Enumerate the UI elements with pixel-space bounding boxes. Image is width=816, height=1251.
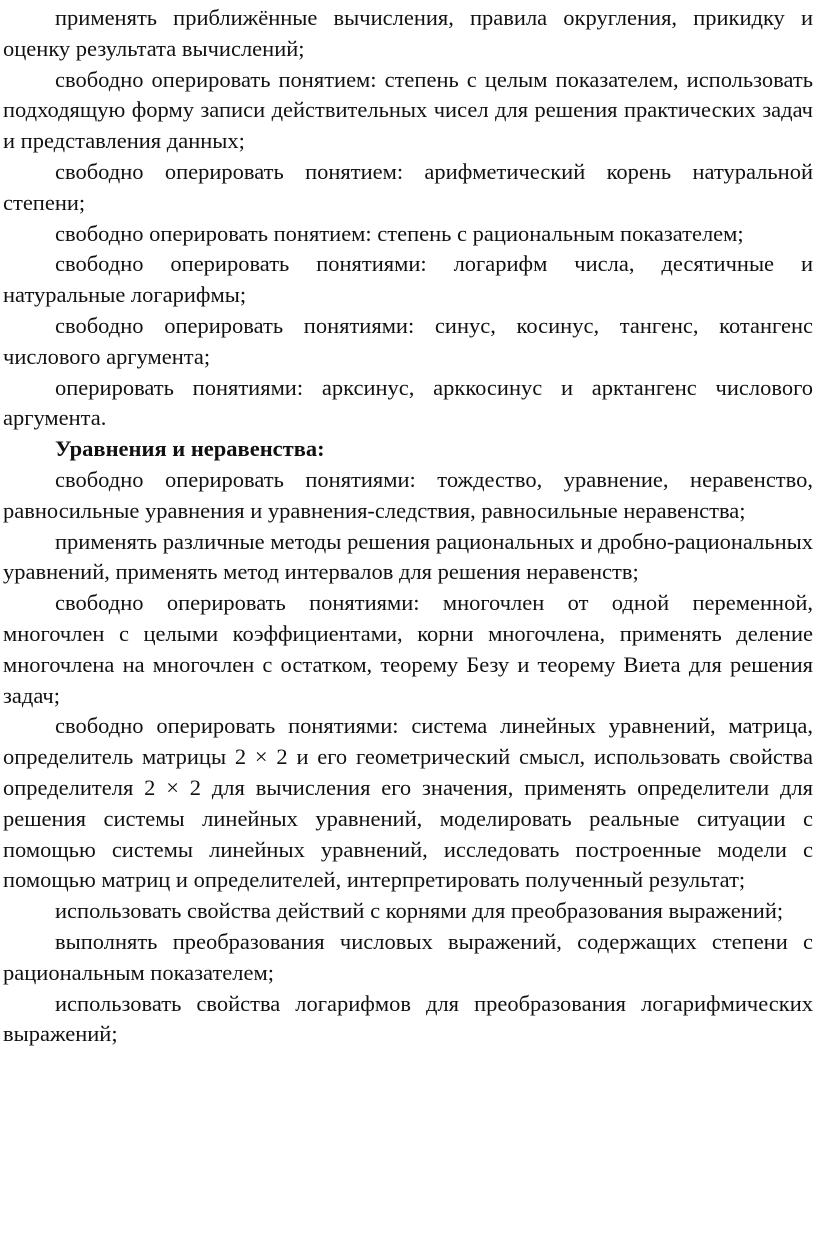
paragraph-root-operations: использовать свойства действий с корнями для преобразования выражений;: [55, 898, 784, 924]
paragraph-identity-equation: свободно оперировать понятиями: тождество, уравнение, неравенство, равносильные уравнения и уравнения-следствия, равносильные неравенства;: [3, 466, 813, 523]
paragraph-logarithms: свободно оперировать понятиями: логарифм числа, десятичные и натуральные логарифмы;: [3, 251, 813, 308]
paragraph-trig-functions: свободно оперировать понятиями: синус, косинус, тангенс, котангенс числового аргумента;: [3, 312, 813, 369]
paragraph-arithmetic-root: свободно оперировать понятием: арифметический корень натуральной степени;: [3, 158, 813, 215]
paragraph-linear-systems: свободно оперировать понятиями: система линейных уравнений, матрица, определитель матрицы 2 × 2 и его геометрический смысл, использовать свойства определителя 2 × 2 для вычисления его значения, применять определители для решения системы линейных уравнений, моделировать реальные ситуации с помощью системы линейных уравнений, исследовать построенные модели с помощью матриц и определителей, интерпретировать полученный результат;: [3, 713, 813, 893]
paragraph-inverse-trig: оперировать понятиями: арксинус, арккосинус и арктангенс числового аргумента.: [3, 374, 813, 431]
paragraph-polynomials: свободно оперировать понятиями: многочлен от одной переменной, многочлен с целыми коэффициентами, корни многочлена, применять деление многочлена на многочлен с остатком, теорему Безу и теорему Виета для решения задач;: [3, 590, 813, 708]
document-page: [3, 3, 813, 1050]
paragraph-numeric-expressions: выполнять преобразования числовых выражений, содержащих степени с рациональным показателем;: [3, 928, 813, 985]
section-heading: Уравнения и неравенства:: [55, 436, 325, 462]
paragraph-integer-exponent: свободно оперировать понятием: степень с целым показателем, использовать подходящую форму записи действительных чисел для решения практических задач и представления данных;: [3, 66, 813, 154]
paragraph-rational-exponent: свободно оперировать понятием: степень с рациональным показателем;: [55, 220, 744, 246]
paragraph-logarithm-properties: использовать свойства логарифмов для преобразования логарифмических выражений;: [3, 990, 813, 1047]
paragraph-approximate-calculations: применять приближённые вычисления, правила округления, прикидку и оценку результата вычислений;: [3, 5, 813, 61]
paragraph-solving-methods: применять различные методы решения рациональных и дробно-рациональных уравнений, применять метод интервалов для решения неравенств;: [3, 528, 813, 585]
